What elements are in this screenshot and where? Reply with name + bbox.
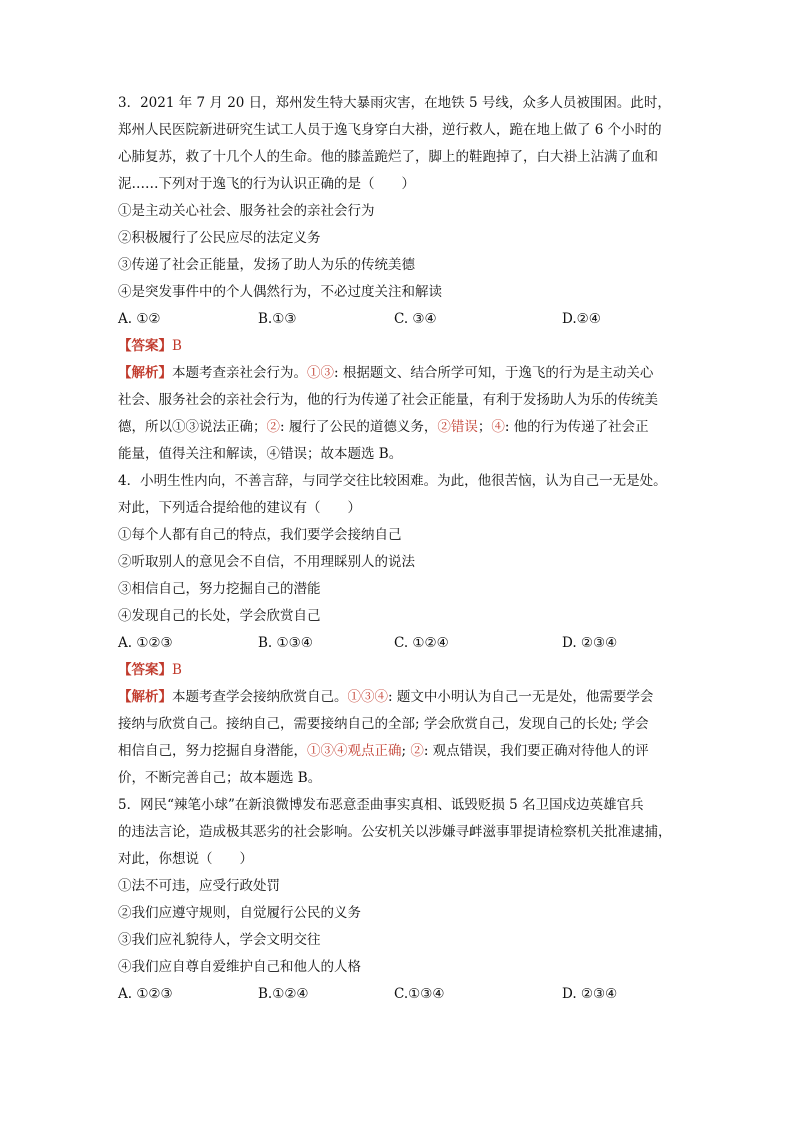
option-c: C. ①②④ bbox=[394, 635, 449, 651]
statement-item: ①每个人都有自己的特点，我们要学会接纳自己 bbox=[118, 527, 402, 543]
answer-line bbox=[118, 657, 686, 684]
option-d: D. ②③④ bbox=[562, 635, 618, 651]
analysis-text: ； bbox=[477, 419, 492, 435]
analysis-text: : 他的行为传递了社会正 bbox=[504, 419, 649, 435]
analysis-text: 相信自己，努力挖掘自身潜能， bbox=[118, 743, 307, 759]
answer-options bbox=[118, 306, 686, 333]
option-a: A. ①②③ bbox=[118, 635, 173, 651]
analysis-line bbox=[118, 441, 686, 468]
statement-item: ②我们应遵守规则，自觉履行公民的义务 bbox=[118, 905, 361, 921]
question-stem-line: 5．网民“辣笔小球”在新浪微博发布恶意歪曲事实真相、诋毁贬损 5 名卫国戍边英雄官兵 bbox=[118, 797, 644, 813]
analysis-text: : 根据题文、结合所学可知，于逸飞的行为是主动关心 bbox=[334, 365, 654, 381]
option-b: B. ①③④ bbox=[258, 635, 313, 651]
statement-item: ③相信自己，努力挖掘自己的潜能 bbox=[118, 581, 321, 597]
statement-item: ③我们应礼貌待人，学会文明交往 bbox=[118, 932, 321, 948]
option-d: D. ②③④ bbox=[562, 986, 618, 1002]
analysis-text: 本题考查亲社会行为。 bbox=[172, 365, 307, 381]
statement-item: ③传递了社会正能量，发扬了助人为乐的传统美德 bbox=[118, 257, 415, 273]
analysis-text: 能量，值得关注和解读，④错误；故本题选 B。 bbox=[118, 446, 403, 462]
analysis-text: 社会、服务社会的亲社会行为，他的行为传递了社会正能量，有利于发扬助人为乐的传统美 bbox=[118, 392, 658, 408]
analysis-text: 本题考查学会接纳欣赏自己。 bbox=[172, 689, 348, 705]
analysis-line bbox=[118, 738, 686, 765]
analysis-text: ; bbox=[401, 743, 411, 759]
answer-value: B bbox=[172, 338, 182, 354]
statement-item: ④我们应自尊自爱维护自己和他人的人格 bbox=[118, 959, 361, 975]
option-a: A. ①② bbox=[118, 311, 161, 327]
statement-item: ②积极履行了公民应尽的法定义务 bbox=[118, 230, 321, 246]
analysis-line bbox=[118, 711, 686, 738]
question-stem-line: 的违法言论，造成极其恶劣的社会影响。公安机关以涉嫌寻衅滋事罪提请检察机关批准逮捕， bbox=[118, 824, 672, 840]
analysis-line bbox=[118, 684, 686, 711]
analysis-tag: 【解析】 bbox=[118, 365, 172, 381]
answer-tag: 【答案】 bbox=[118, 662, 172, 678]
analysis-text: 德，所以①③说法正确； bbox=[118, 419, 267, 435]
question-stem-line: 心肺复苏，救了十几个人的生命。他的膝盖跪烂了，脚上的鞋跑掉了，白大褂上沾满了血和 bbox=[118, 149, 658, 165]
analysis-text: : 观点错误，我们要正确对待他人的评 bbox=[423, 743, 649, 759]
question-stem-line: 郑州人民医院新进研究生试工人员于逸飞身穿白大褂，逆行救人，跪在地上做了 6 个小时的 bbox=[118, 122, 662, 138]
analysis-text: : 题文中小明认为自己一无是处，他需要学会 bbox=[388, 689, 654, 705]
question-stem-line: 泥……下列对于逸飞的行为认识正确的是（ ） bbox=[118, 176, 415, 192]
analysis-line bbox=[118, 360, 686, 387]
analysis-text: 价，不断完善自己；故本题选 B。 bbox=[118, 770, 322, 786]
analysis-line bbox=[118, 387, 686, 414]
statement-item: ④发现自己的长处，学会欣赏自己 bbox=[118, 608, 321, 624]
analysis-block bbox=[118, 684, 686, 792]
analysis-block bbox=[118, 360, 686, 468]
analysis-highlight: ② bbox=[410, 743, 424, 759]
statement-item: ②听取别人的意见会不自信，不用理睬别人的说法 bbox=[118, 554, 415, 570]
question-3 bbox=[118, 90, 686, 468]
analysis-highlight: ②错误 bbox=[437, 419, 478, 435]
answer-options bbox=[118, 630, 686, 657]
question-stem-line: 对此，你想说（ ） bbox=[118, 851, 253, 867]
question-stem-line: 3．2021 年 7 月 20 日，郑州发生特大暴雨灾害，在地铁 5 号线，众多人员被围困。此时， bbox=[118, 95, 671, 111]
statement-item: ①是主动关心社会、服务社会的亲社会行为 bbox=[118, 203, 375, 219]
question-page bbox=[118, 90, 686, 1008]
option-c: C. ③④ bbox=[394, 311, 437, 327]
answer-tag: 【答案】 bbox=[118, 338, 172, 354]
question-5 bbox=[118, 792, 686, 1008]
question-stem-line: 对此，下列适合提给他的建议有（ ） bbox=[118, 500, 361, 516]
option-b: B.①②④ bbox=[258, 986, 309, 1002]
analysis-line bbox=[118, 765, 686, 792]
analysis-highlight: ①③ bbox=[307, 365, 334, 381]
option-a: A. ①②③ bbox=[118, 986, 173, 1002]
option-c: C.①③④ bbox=[394, 986, 445, 1002]
answer-line bbox=[118, 333, 686, 360]
analysis-tag: 【解析】 bbox=[118, 689, 172, 705]
statement-item: ④是突发事件中的个人偶然行为，不必过度关注和解读 bbox=[118, 284, 442, 300]
analysis-text: : 履行了公民的道德义务， bbox=[280, 419, 438, 435]
analysis-highlight: ①③④观点正确 bbox=[307, 743, 402, 759]
answer-options bbox=[118, 981, 686, 1008]
statement-item: ①法不可违，应受行政处罚 bbox=[118, 878, 280, 894]
analysis-highlight: ④ bbox=[491, 419, 505, 435]
analysis-highlight: ①③④ bbox=[347, 689, 388, 705]
analysis-line bbox=[118, 414, 686, 441]
option-b: B.①③ bbox=[258, 311, 297, 327]
analysis-highlight: ② bbox=[266, 419, 280, 435]
option-d: D.②④ bbox=[562, 311, 601, 327]
answer-value: B bbox=[172, 662, 182, 678]
question-stem-line: 4．小明生性内向，不善言辞，与同学交往比较困难。为此，他很苦恼，认为自己一无是处。 bbox=[118, 473, 667, 489]
question-4 bbox=[118, 468, 686, 792]
analysis-text: 接纳与欣赏自己。接纳自己，需要接纳自己的全部; 学会欣赏自己，发现自己的长处; 学会 bbox=[118, 716, 649, 732]
